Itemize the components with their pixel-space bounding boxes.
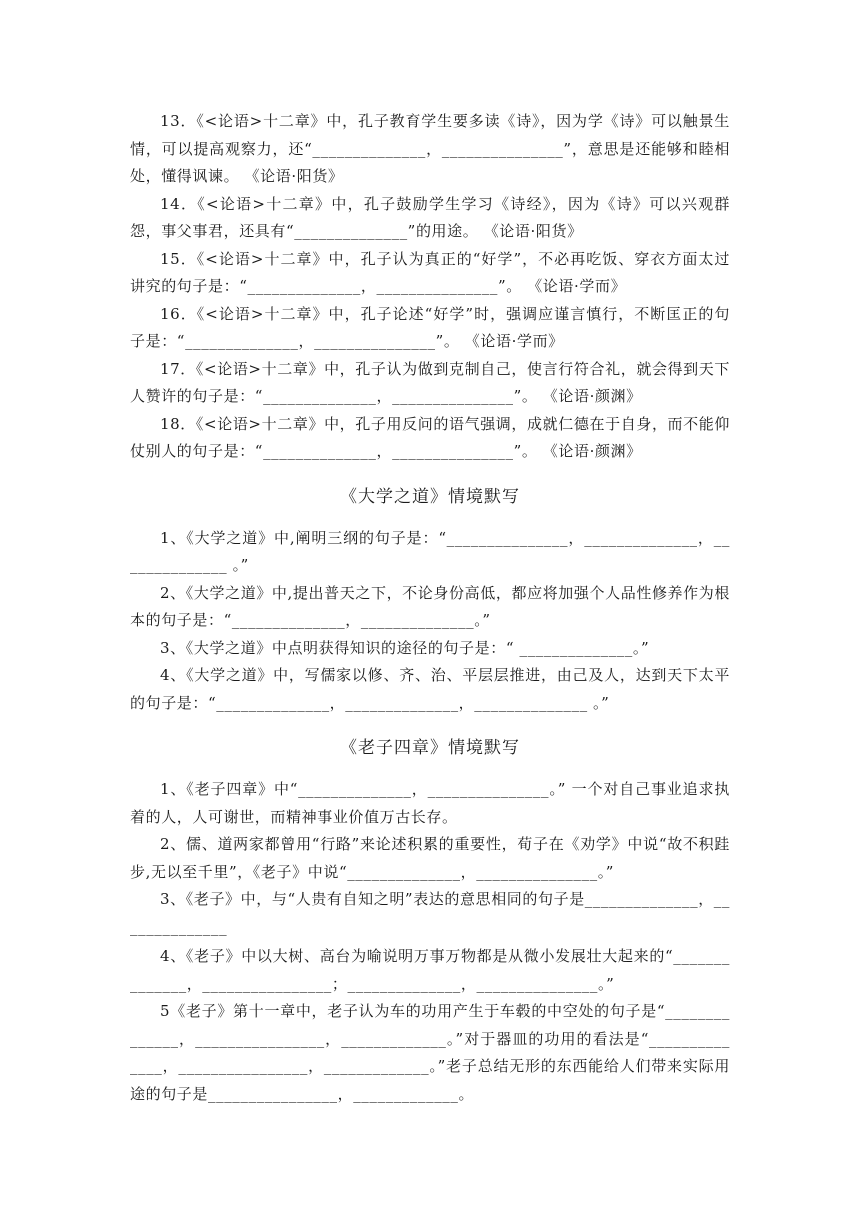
- daxue-question-1: 1、《大学之道》中,阐明三纲的句子是：“_______________，______________，______________ 。”: [130, 528, 730, 574]
- question-17: 17．《<论语>十二章》中，孔子认为做到克制自己，使言行符合礼，就会得到天下人赞许的句子是：“______________，_______________”。 《论语·颜渊》: [130, 359, 730, 405]
- question-13: 13．《<论语>十二章》中，孔子教育学生要多读《诗》，因为学《诗》可以触景生情，可以提高观察力，还“______________，_______________”，意思是还能够和睦相处，懂得讽谏。 《论语·阳货》: [130, 112, 730, 185]
- laozi-section: [130, 733, 730, 1108]
- laozi-question-3: 3、《老子》中，与“人贵有自知之明”表达的意思相同的句子是______________，______________: [130, 890, 730, 936]
- laozi-question-2: 2、儒、道两家都曾用“行路”来论述积累的重要性，荀子在《劝学》中说“故不积跬步,无以至千里”，《老子》中说“______________，_______________。”: [130, 835, 730, 881]
- daxue-section: [130, 482, 730, 718]
- lunyu-section: [130, 108, 730, 466]
- section-title-daxue: 《大学之道》情境默写: [340, 486, 520, 507]
- question-15: 15．《<论语>十二章》中，孔子认为真正的“好学”，不必再吃饭、穿衣方面太过讲究的句子是：“______________，_______________”。 《论语·学而》: [130, 249, 730, 295]
- question-16: 16．《<论语>十二章》中，孔子论述“好学”时，强调应谨言慎行，不断匡正的句子是：“______________，_______________”。 《论语·学而》: [130, 304, 730, 350]
- laozi-question-1: 1、《老子四章》中“______________，_______________。” 一个对自己事业追求执着的人，人可谢世，而精神事业价值万古长存。: [130, 780, 730, 826]
- daxue-question-2: 2、《大学之道》中,提出普天之下，不论身份高低，都应将加强个人品性修养作为根本的句子是：“______________，______________。”: [130, 583, 730, 629]
- daxue-question-3: 3、《大学之道》中点明获得知识的途径的句子是：“ ______________。”: [160, 638, 650, 657]
- laozi-question-4: 4、《老子》中以大树、高台为喻说明万事万物都是从微小发展壮大起来的“______________，________________；______________，_______________。”: [130, 947, 730, 993]
- laozi-question-5: 5《老子》第十一章中，老子认为车的功用产生于车毂的中空处的句子是“______________，________________，_____________。”对于器皿的功用的看法是“______________，________________，_____________。”老子总结无形的东西能给人们带来实际用途的句子是________________，_____________。: [130, 1002, 730, 1103]
- section-title-laozi: 《老子四章》情境默写: [340, 738, 520, 758]
- daxue-question-4: 4、《大学之道》中，写儒家以修、齐、治、平层层推进，由己及人，达到天下太平的句子是：“______________，______________，______________ 。”: [130, 666, 730, 712]
- question-14: 14．《<论语>十二章》中，孔子鼓励学生学习《诗经》，因为《诗》可以兴观群怨，事父事君，还具有“______________”的用途。 《论语·阳货》: [130, 194, 730, 240]
- question-18: 18．《<论语>十二章》中，孔子用反问的语气强调，成就仁德在于自身，而不能仰仗别人的句子是：“______________，_______________”。 《论语·颜渊》: [130, 414, 730, 460]
